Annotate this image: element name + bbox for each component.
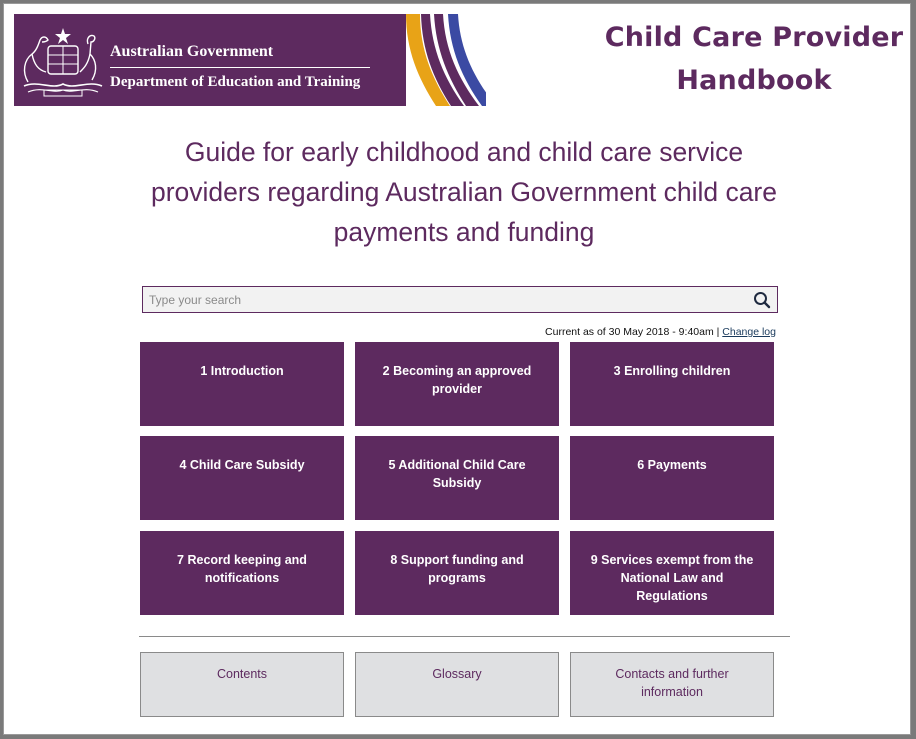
- tile-label: Glossary: [432, 667, 482, 681]
- tile-becoming-approved-provider[interactable]: [355, 342, 559, 426]
- search-icon[interactable]: [753, 291, 771, 309]
- tile-label: 4 Child Care Subsidy: [179, 458, 305, 472]
- tile-additional-child-care-subsidy[interactable]: [355, 436, 559, 520]
- tile-label-line2: notifications: [204, 571, 280, 585]
- tile-payments[interactable]: [570, 436, 774, 520]
- tile-record-keeping[interactable]: [140, 531, 344, 615]
- government-text: [110, 43, 370, 91]
- subtitle-line3: payments and funding: [333, 217, 595, 247]
- change-log-link[interactable]: Change log: [722, 326, 776, 338]
- current-date-text: Current as of 30 May 2018 - 9:40am |: [545, 326, 720, 338]
- tile-label: 7 Record keeping and: [177, 553, 307, 567]
- tile-label: 2 Becoming an approved: [382, 364, 532, 378]
- search-bar: [142, 286, 778, 313]
- handbook-title-line2: Handbook: [676, 65, 832, 96]
- banner-stripes: [406, 14, 486, 106]
- tile-services-exempt[interactable]: [570, 531, 774, 615]
- tile-label: Contacts and further: [615, 667, 729, 681]
- tile-label: Contents: [216, 667, 268, 681]
- tile-label-line2: National Law and Regulations: [620, 571, 724, 603]
- tile-label-line2: provider: [431, 382, 482, 396]
- government-banner[interactable]: [14, 14, 486, 106]
- handbook-title: [601, 16, 907, 102]
- government-name: Australian Government: [110, 43, 370, 68]
- subtitle-line2: providers regarding Australian Government child care: [150, 177, 777, 207]
- search-input[interactable]: [143, 287, 739, 312]
- tile-label: 3 Enrolling children: [613, 364, 731, 378]
- tile-label-line2: information: [641, 685, 703, 699]
- tile-contents[interactable]: [140, 652, 344, 717]
- tile-support-funding[interactable]: [355, 531, 559, 615]
- handbook-title-line1: Child Care Provider: [604, 22, 904, 53]
- tile-label-line2: programs: [428, 571, 486, 585]
- tile-enrolling-children[interactable]: [570, 342, 774, 426]
- page-frame: [3, 3, 911, 735]
- tile-label-line2: Subsidy: [432, 476, 482, 490]
- section-divider: [139, 636, 790, 637]
- department-name: Department of Education and Training: [110, 74, 361, 90]
- tile-child-care-subsidy[interactable]: [140, 436, 344, 520]
- tile-contacts[interactable]: [570, 652, 774, 717]
- subtitle-line1: Guide for early childhood and child care service: [184, 137, 744, 167]
- tile-label: 5 Additional Child Care: [388, 458, 526, 472]
- current-as-of: [504, 326, 776, 338]
- tile-label: 8 Support funding and: [390, 553, 524, 567]
- coat-of-arms-icon: [18, 24, 108, 100]
- tile-introduction[interactable]: [140, 342, 344, 426]
- tile-label: 9 Services exempt from the: [590, 553, 754, 567]
- page-subtitle: [124, 132, 804, 252]
- tile-glossary[interactable]: [355, 652, 559, 717]
- tile-label: 6 Payments: [637, 458, 707, 472]
- tile-label: 1 Introduction: [200, 364, 284, 378]
